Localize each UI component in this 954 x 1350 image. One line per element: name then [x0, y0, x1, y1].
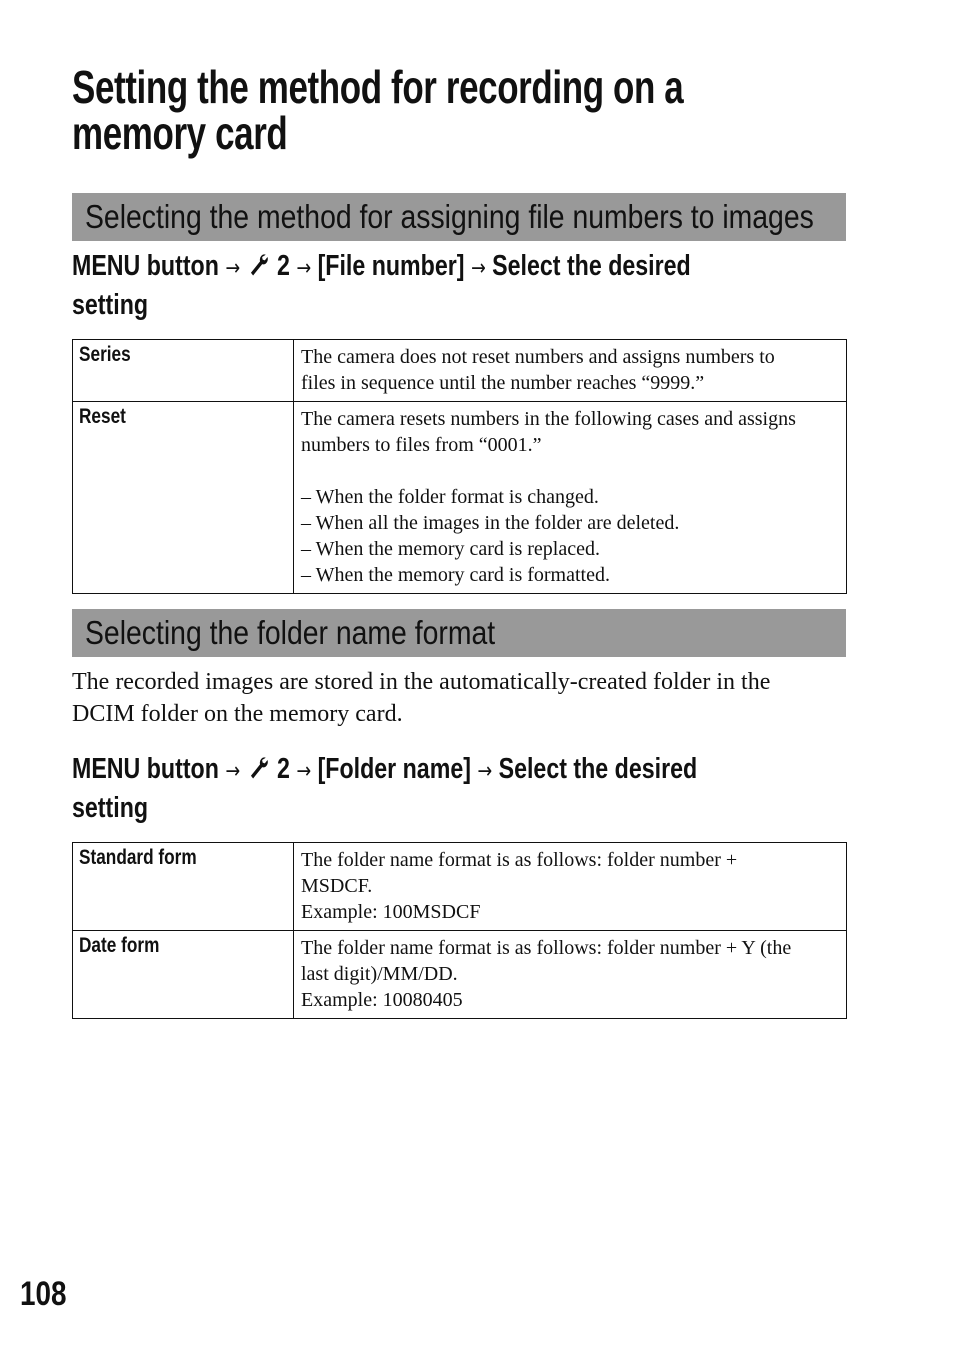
- table-row: [73, 402, 847, 594]
- folder-name-options-table: [72, 842, 847, 1019]
- folder-intro-text: The recorded images are stored in the automatically-created folder in the DCIM folder on the memory card.: [72, 669, 771, 727]
- option-description: The folder name format is as follows: folder number + MSDCF. Example: 100MSDCF: [294, 843, 847, 931]
- table-row: [73, 340, 847, 402]
- option-name: Standard form: [73, 843, 294, 931]
- list-item: – When the folder format is changed.: [301, 486, 599, 508]
- arrow-icon: →: [296, 759, 312, 784]
- table-row: [73, 843, 847, 931]
- file-number-options-table: [72, 339, 847, 594]
- option-name: Date form: [73, 931, 294, 1019]
- option-description: The folder name format is as follows: folder number + Y (the last digit)/MM/DD. Example: 10080405: [294, 931, 847, 1019]
- option-description: The camera resets numbers in the following cases and assigns numbers to files from “0001.” – When the folder format is changed. – When all the images in the folder are deleted. – When the memory card is replaced. – When the memory card is formatted.: [294, 402, 847, 594]
- page-title: Setting the method for recording on a memory card: [72, 61, 684, 159]
- arrow-icon: →: [296, 256, 312, 281]
- arrow-icon: →: [225, 256, 241, 281]
- menu-path-folder-name: MENU button → 2 → [Folder name] → Select the desired setting: [72, 753, 698, 824]
- option-description: The camera does not reset numbers and assigns numbers to files in sequence until the number reaches “9999.”: [294, 340, 847, 402]
- section-heading-folder-name: Selecting the folder name format: [72, 609, 846, 657]
- option-name: Series: [73, 340, 294, 402]
- list-item: – When the memory card is replaced.: [301, 538, 600, 560]
- table-row: [73, 931, 847, 1019]
- option-name: Reset: [73, 402, 294, 594]
- menu-path-file-number: MENU button → 2 → [File number] → Select the desired setting: [72, 250, 691, 321]
- list-item: – When all the images in the folder are deleted.: [301, 512, 680, 534]
- section-heading-file-number: Selecting the method for assigning file numbers to images: [72, 193, 846, 241]
- wrench-icon: [248, 251, 269, 277]
- list-item: – When the memory card is formatted.: [301, 564, 610, 586]
- page-number: 108: [20, 1275, 67, 1313]
- wrench-icon: [248, 754, 269, 780]
- arrow-icon: →: [470, 256, 486, 281]
- arrow-icon: →: [225, 759, 241, 784]
- arrow-icon: →: [477, 759, 493, 784]
